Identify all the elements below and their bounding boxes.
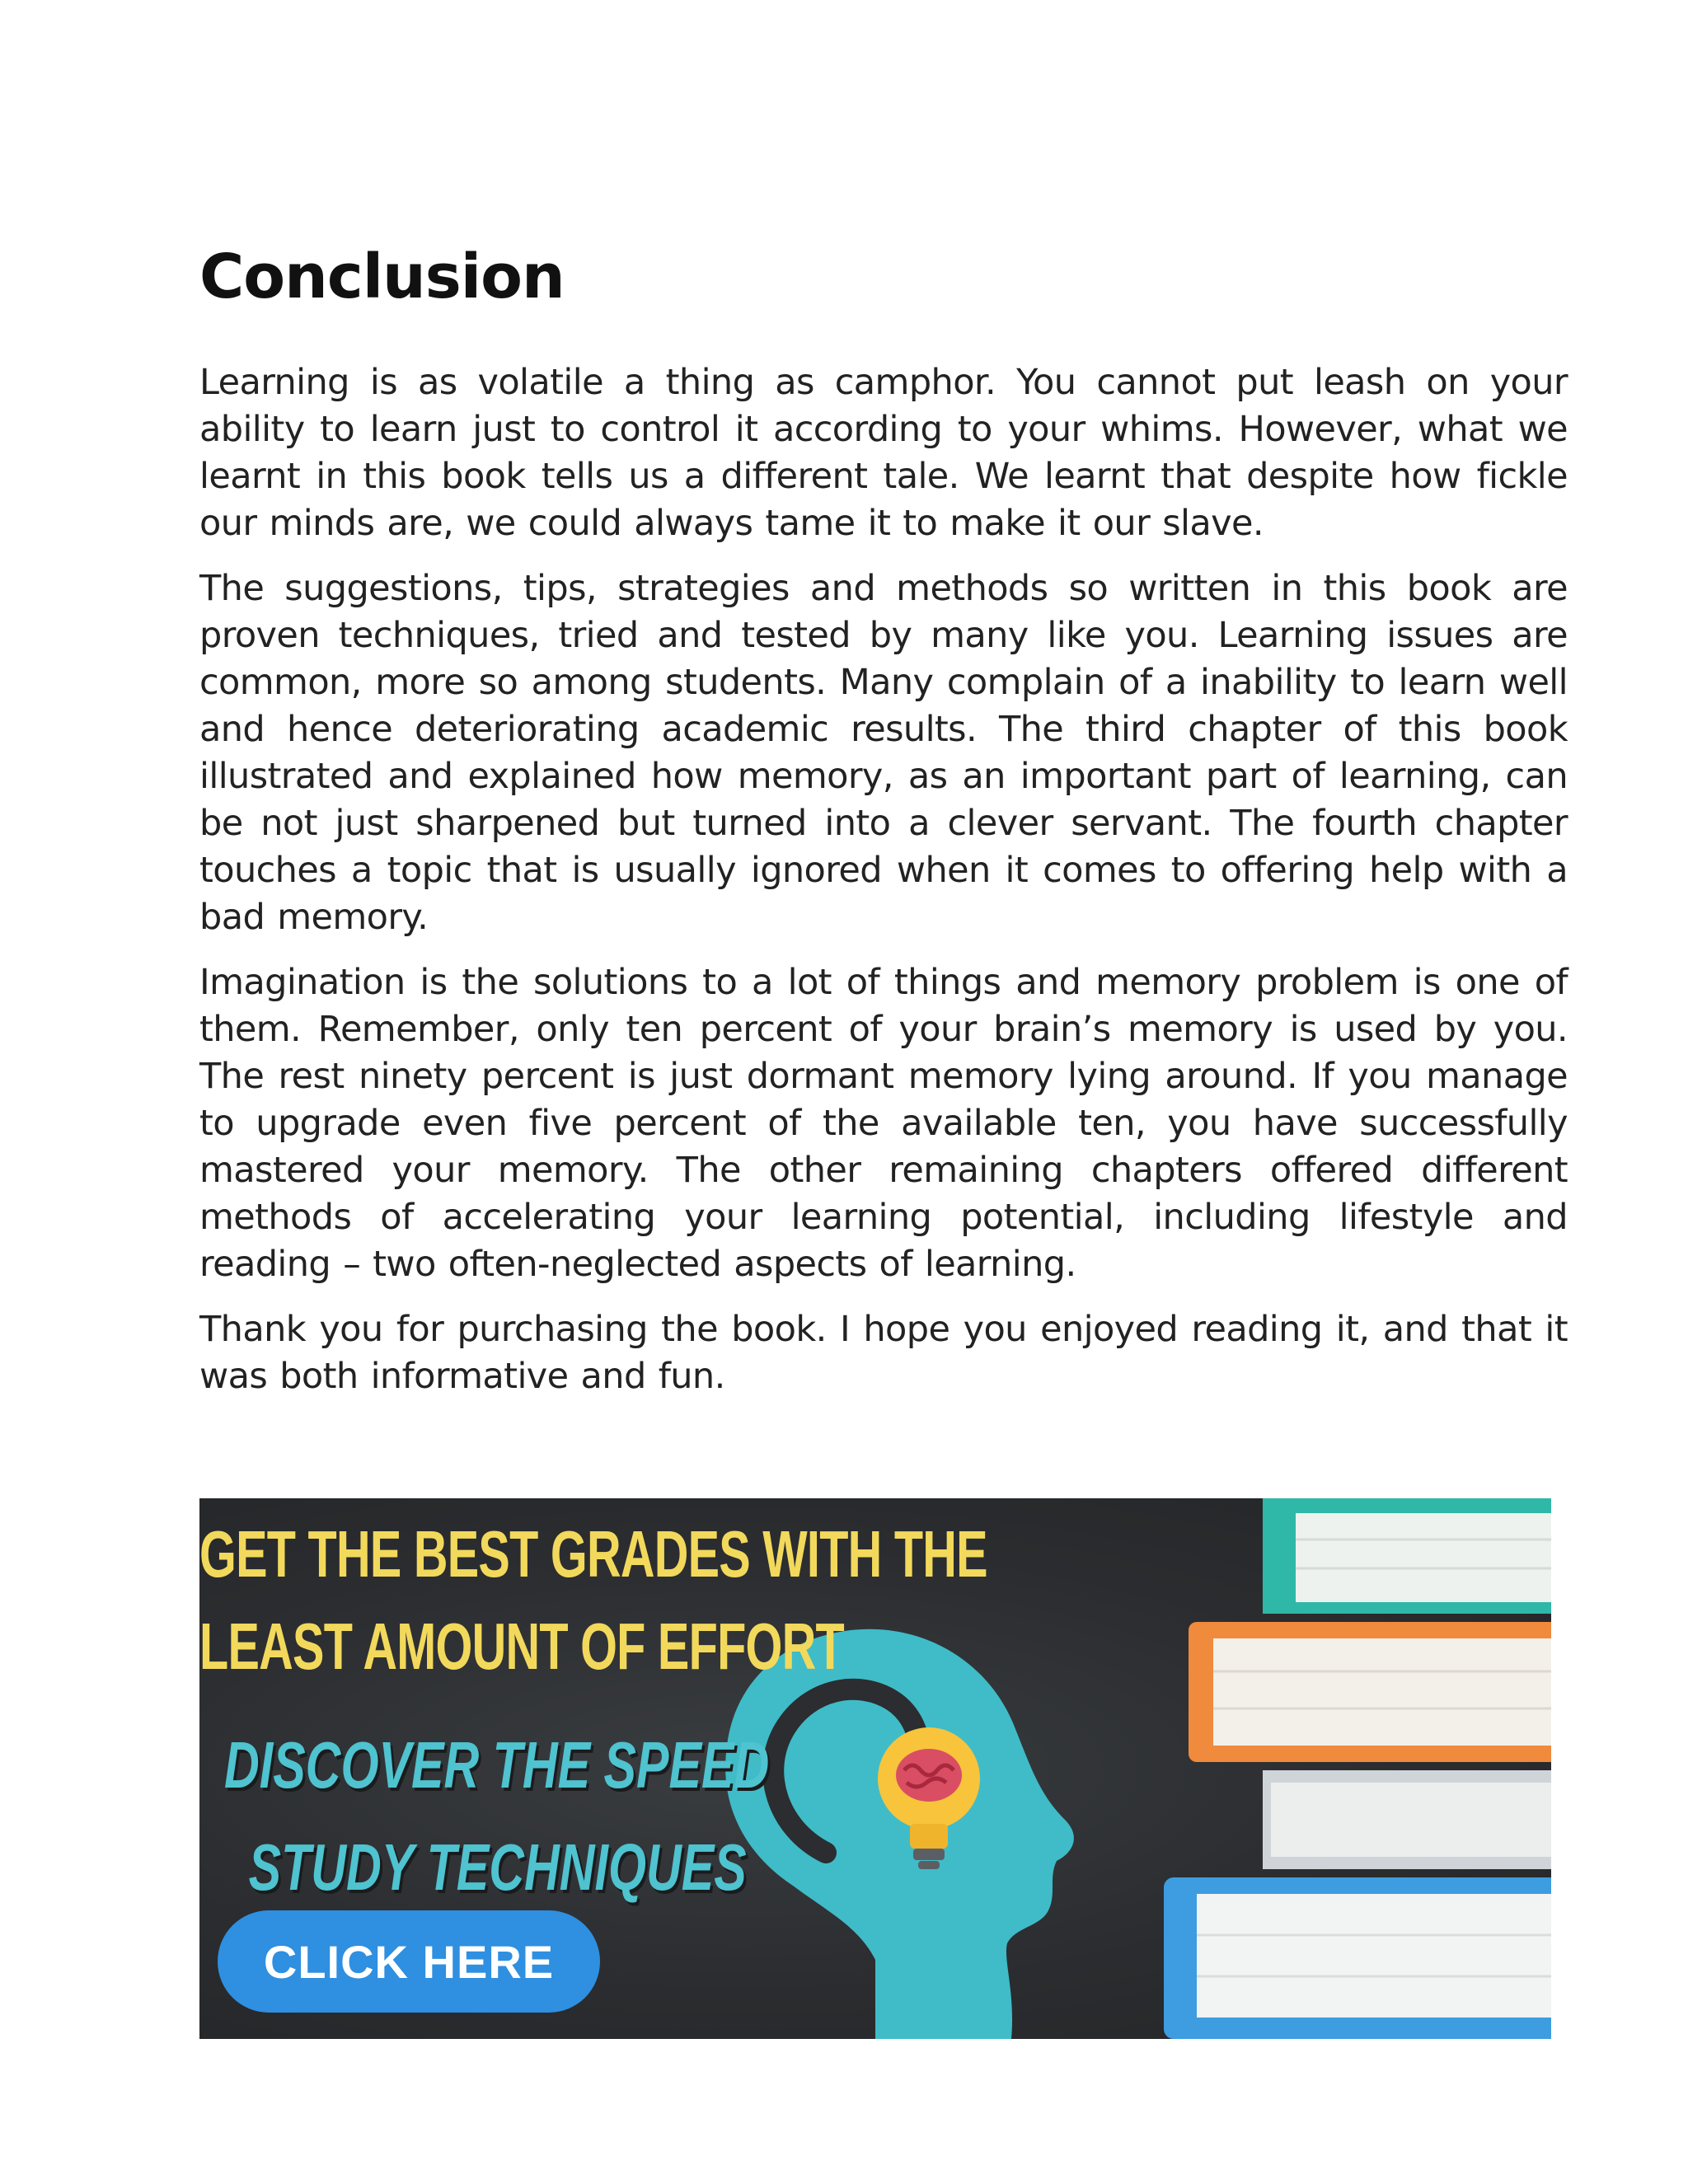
book-stack-illustration	[1164, 1498, 1551, 2039]
body-text	[199, 359, 1568, 1418]
banner-headline-line1: GET THE BEST GRADES WITH THE	[199, 1517, 987, 1591]
banner-sub-line2: STUDY TECHNIQUES	[248, 1830, 747, 1904]
banner-headline	[199, 1508, 987, 1693]
brain-icon	[896, 1749, 962, 1802]
promo-banner[interactable]	[199, 1498, 1551, 2039]
page-title: Conclusion	[199, 241, 565, 312]
banner-subheadline	[224, 1714, 769, 1919]
paragraph-1: Learning is as volatile a thing as camphor. You cannot put leash on your ability to learn just to control it according to your whims. However, what we learnt in this book tells us a different tale. We learnt that despite how fickle our minds are, we could always tame it to make it our slave.	[199, 362, 1568, 544]
paragraph-3: Imagination is the solutions to a lot of things and memory problem is one of them. Remember, only ten percent of your brain’s memory is used by you. The rest ninety percent is just dormant memory lying around. If you manage to upgrade even five percent of the available ten, you have successfully mastered your memory. The other remaining chapters offered different methods of accelerating your learning potential, including lifestyle and reading – two often-neglected aspects of learning.	[199, 962, 1568, 1285]
banner-sub-line1: DISCOVER THE SPEED	[224, 1728, 770, 1802]
click-here-button[interactable]: CLICK HERE	[218, 1910, 600, 2013]
banner-headline-line2: LEAST AMOUNT OF EFFORT	[199, 1610, 844, 1683]
paragraph-2: The suggestions, tips, strategies and methods so written in this book are proven techniques, tried and tested by many like you. Learning issues are common, more so among students. Many complain of a inability to learn well and hence deteriorating academic results. The third chapter of this book illustrated and explained how memory, as an important part of learning, can be not just sharpened but turned into a clever servant. The fourth chapter touches a topic that is usually ignored when it comes to offering help with a bad memory.	[199, 568, 1568, 938]
paragraph-4: Thank you for purchasing the book. I hope you enjoyed reading it, and that it was both informative and fun.	[199, 1309, 1568, 1397]
